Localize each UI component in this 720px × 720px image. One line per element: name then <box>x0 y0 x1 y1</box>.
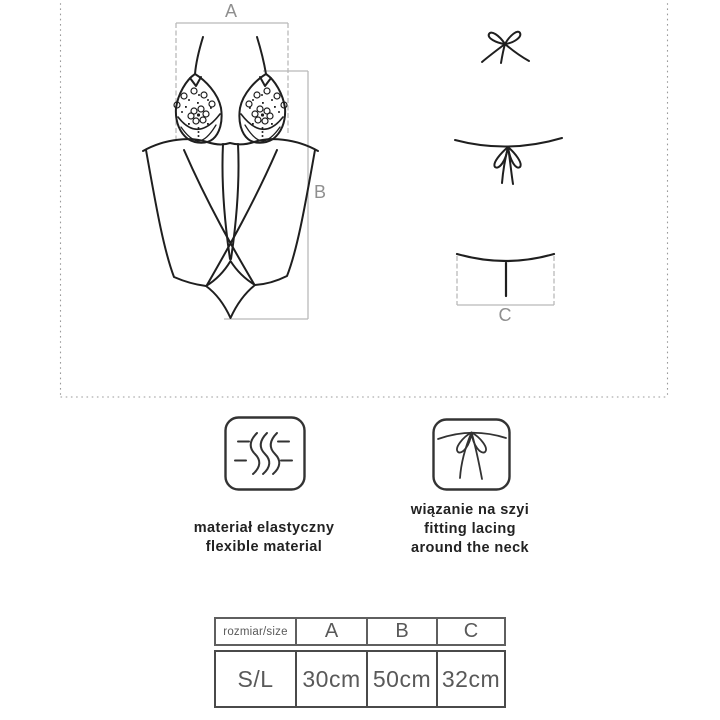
bottom-piece-drawing <box>457 254 554 296</box>
measurement-guides <box>176 23 554 319</box>
size-table-cell-c: 32cm <box>436 652 504 706</box>
measure-label-c: C <box>498 305 512 325</box>
size-table-header-cell: C <box>436 619 504 644</box>
size-table-header-cell: rozmiar/size <box>223 625 288 638</box>
side-right <box>255 150 315 285</box>
caption-line: wiązanie na szyi <box>410 502 530 518</box>
underbust-line <box>143 139 318 151</box>
size-table-data-row <box>214 650 506 708</box>
feature-caption-neck-lacing <box>370 501 570 558</box>
feature-caption-elastic-material <box>164 519 364 557</box>
dashed-frame <box>61 0 668 397</box>
measure-label-b: B <box>313 182 327 202</box>
size-table-header-row <box>214 617 506 646</box>
caption-line: fitting lacing <box>424 521 516 537</box>
elastic-material-icon <box>224 416 306 491</box>
caption-line: around the neck <box>411 540 529 556</box>
caption-line: flexible material <box>205 539 323 555</box>
strap-left <box>195 37 203 74</box>
size-table-header-cell: B <box>366 619 436 644</box>
neck-tie-back-drawing <box>455 138 562 184</box>
size-table-header-cell: A <box>295 619 366 644</box>
caption-line: materiał elastyczny <box>193 520 335 536</box>
measure-label-a: A <box>224 1 238 21</box>
size-table-cell-size: S/L <box>237 665 274 692</box>
side-left <box>146 150 206 286</box>
halter-bow-drawing <box>482 32 529 63</box>
strap-right <box>257 37 266 74</box>
crotch-diamond <box>206 261 255 318</box>
neck-lacing-icon <box>432 418 511 491</box>
teddy-front-drawing <box>143 37 318 318</box>
size-table-cell-a: 30cm <box>295 652 366 706</box>
size-table-cell-b: 50cm <box>366 652 436 706</box>
size-table <box>214 617 506 708</box>
